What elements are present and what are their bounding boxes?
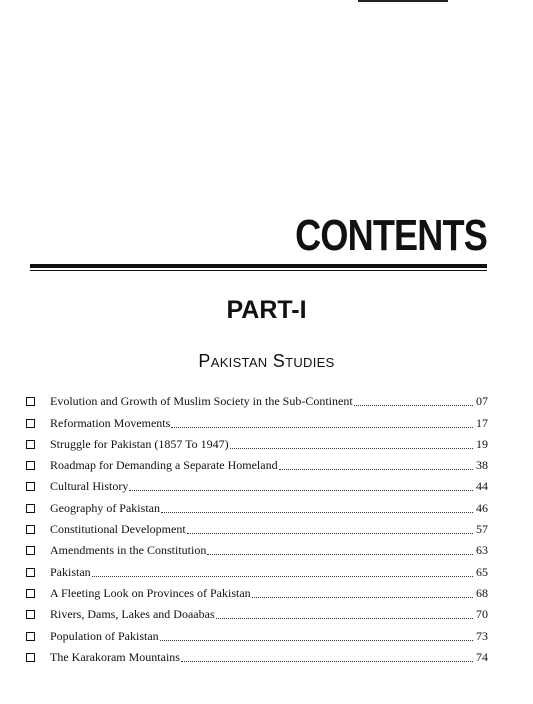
toc-entry (26, 409, 488, 430)
toc-entry-title: Amendments in the Constitution (50, 543, 207, 558)
dot-leader (92, 576, 473, 577)
part-title: PART-I (226, 296, 307, 324)
checkbox-icon (26, 653, 35, 662)
toc-entry-title: Pakistan (50, 564, 91, 579)
toc-entry-title: Population of Pakistan (50, 628, 159, 643)
toc-entry-title: Reformation Movements (50, 415, 171, 430)
toc-entry-title: Evolution and Growth of Muslim Society in the Sub-Continent (50, 394, 353, 409)
toc-entry (26, 537, 488, 558)
toc-entry-page: 38 (476, 458, 488, 473)
heading-rule-thin (30, 270, 487, 271)
heading-rule-thick (30, 264, 487, 268)
toc-entry-page: 07 (476, 394, 488, 409)
toc-entry (26, 388, 488, 409)
dot-leader (187, 533, 473, 534)
checkbox-icon (26, 440, 35, 449)
toc-entry (26, 558, 488, 579)
dot-leader (129, 490, 473, 491)
checkbox-icon (26, 632, 35, 641)
top-edge-mark (358, 0, 448, 2)
dot-leader (216, 618, 473, 619)
dot-leader (354, 405, 473, 406)
toc-entry (26, 516, 488, 537)
checkbox-icon (26, 525, 35, 534)
dot-leader (252, 597, 473, 598)
toc-entry-page: 46 (476, 500, 488, 515)
toc-entry-page: 19 (476, 436, 488, 451)
toc-entry (26, 452, 488, 473)
dot-leader (171, 427, 473, 428)
toc-entry-title: Roadmap for Demanding a Separate Homeland (50, 458, 278, 473)
dot-leader (160, 640, 473, 641)
toc-entry-title: Geography of Pakistan (50, 500, 160, 515)
toc-entry (26, 431, 488, 452)
toc-entry-page: 70 (476, 607, 488, 622)
dot-leader (279, 469, 473, 470)
toc-entry-title: The Karakoram Mountains (50, 649, 180, 664)
toc-entry-page: 68 (476, 585, 488, 600)
checkbox-icon (26, 589, 35, 598)
toc-entry-page: 74 (476, 649, 488, 664)
checkbox-icon (26, 419, 35, 428)
contents-heading: CONTENTS (295, 211, 487, 260)
toc-entry (26, 473, 488, 494)
toc-entry-page: 73 (476, 628, 488, 643)
toc-entry-page: 65 (476, 564, 488, 579)
checkbox-icon (26, 397, 35, 406)
dot-leader (161, 512, 473, 513)
toc-entry (26, 580, 488, 601)
toc-entry (26, 622, 488, 643)
toc-entry-page: 63 (476, 543, 488, 558)
toc-entry-page: 44 (476, 479, 488, 494)
checkbox-icon (26, 610, 35, 619)
checkbox-icon (26, 568, 35, 577)
toc-entry (26, 494, 488, 515)
checkbox-icon (26, 461, 35, 470)
toc-entry-title: Constitutional Development (50, 522, 186, 537)
toc-entry-page: 57 (476, 522, 488, 537)
checkbox-icon (26, 504, 35, 513)
dot-leader (207, 554, 473, 555)
toc-entry (26, 601, 488, 622)
dot-leader (230, 448, 473, 449)
table-of-contents (26, 388, 488, 665)
toc-entry-page: 17 (476, 415, 488, 430)
dot-leader (181, 661, 473, 662)
toc-entry-title: Rivers, Dams, Lakes and Doaabas (50, 607, 215, 622)
toc-entry-title: A Fleeting Look on Provinces of Pakistan (50, 585, 251, 600)
checkbox-icon (26, 482, 35, 491)
toc-entry (26, 644, 488, 665)
section-title: Pakistan Studies (198, 351, 335, 371)
checkbox-icon (26, 546, 35, 555)
toc-entry-title: Struggle for Pakistan (1857 To 1947) (50, 436, 229, 451)
toc-entry-title: Cultural History (50, 479, 129, 494)
